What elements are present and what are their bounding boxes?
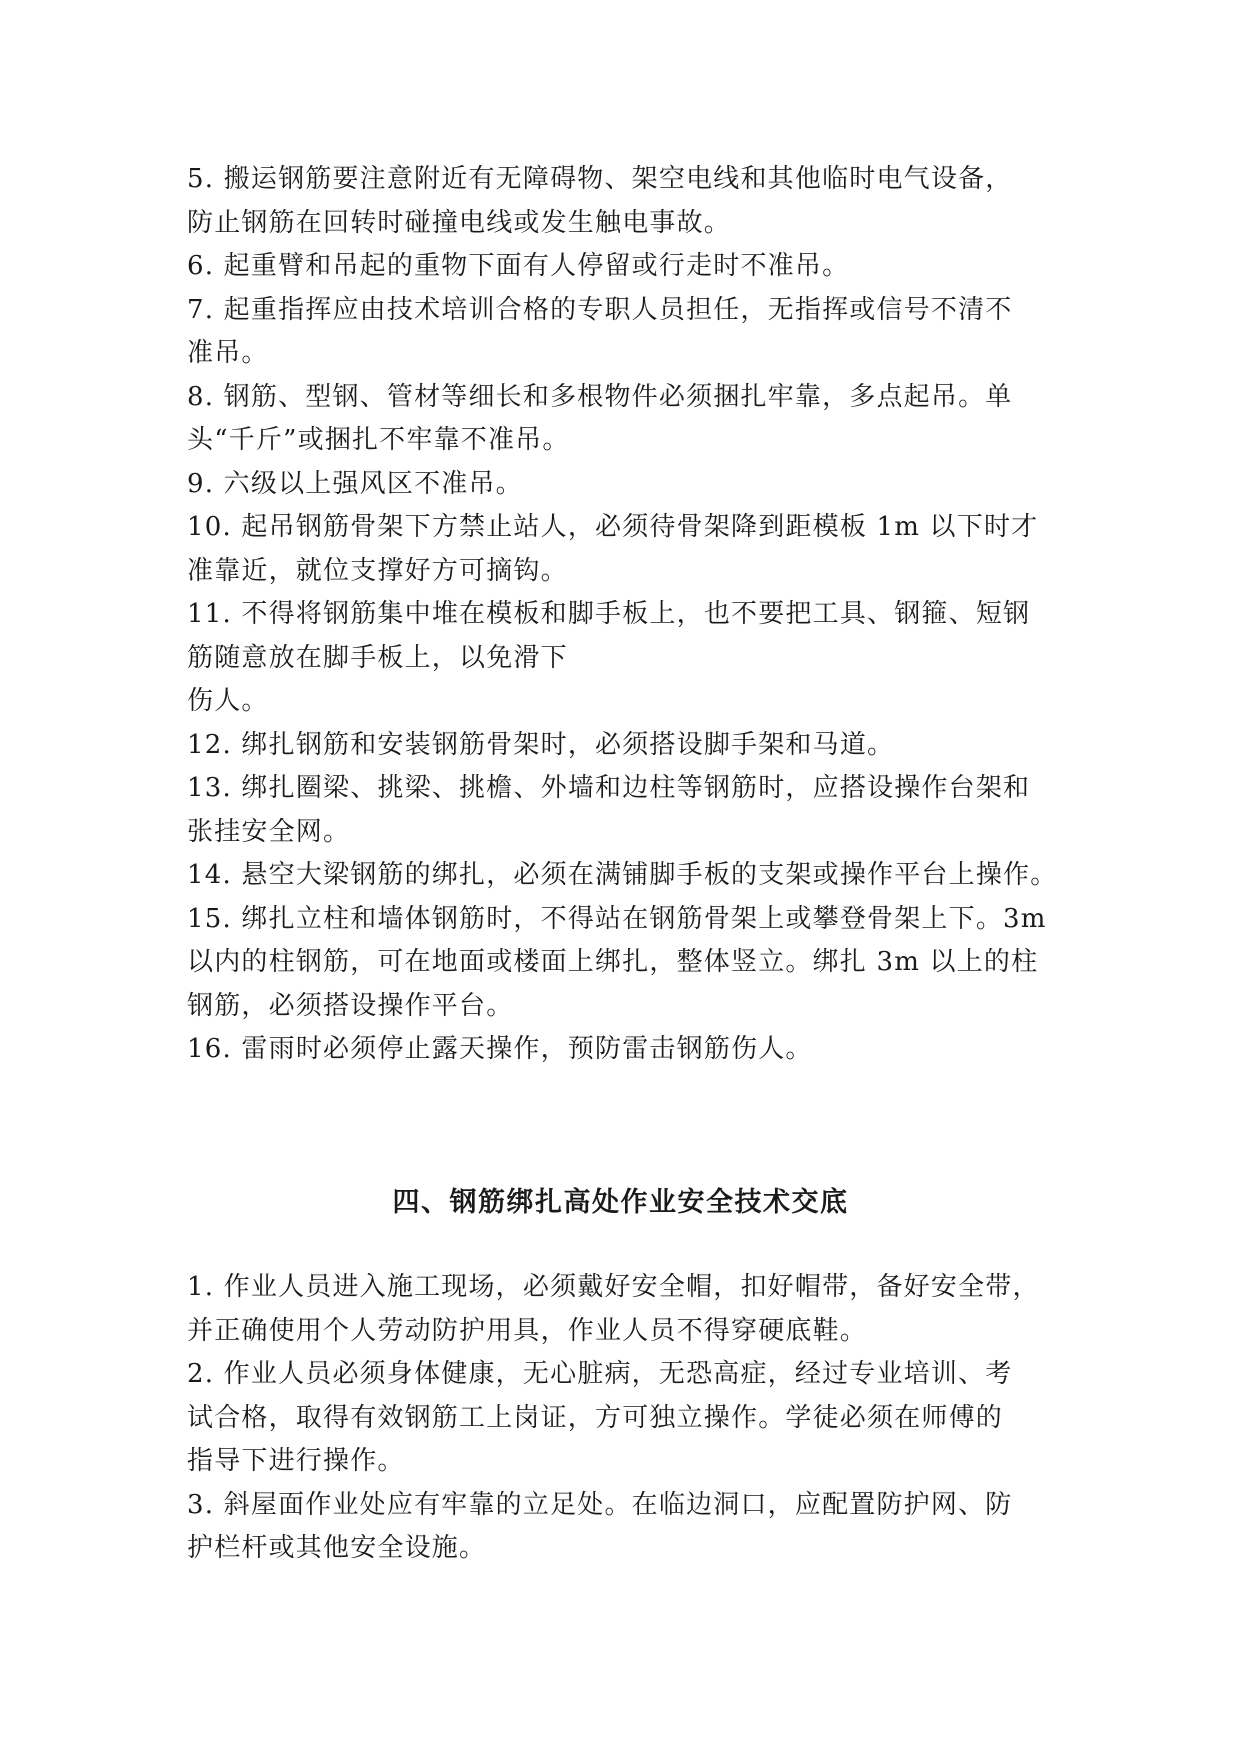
safety-rules-list-bottom: [187, 1266, 1067, 1571]
text-line: 试合格，取得有效钢筋工上岗证，方可独立操作。学徒必须在师傅的: [187, 1402, 1004, 1433]
rule-item-11: [187, 593, 1067, 724]
text-line: 10. 起吊钢筋骨架下方禁止站人，必须待骨架降到距模板 1m 以下时才: [187, 512, 1039, 542]
text-line: 以内的柱钢筋，可在地面或楼面上绑扎，整体竖立。绑扎 3m 以上的柱: [187, 947, 1039, 977]
rule-item-16: [187, 1028, 1067, 1072]
text-line: 准靠近，就位支撑好方可摘钩。: [187, 555, 568, 586]
text-line: 9. 六级以上强风区不准吊。: [187, 468, 523, 499]
text-line: 16. 雷雨时必须停止露天操作，预防雷击钢筋伤人。: [187, 1034, 813, 1064]
rule-item-1: [187, 1266, 1067, 1353]
text-line: 钢筋，必须搭设操作平台。: [187, 990, 514, 1021]
text-line: 6. 起重臂和吊起的重物下面有人停留或行走时不准吊。: [187, 251, 850, 281]
rule-item-9: [187, 463, 1067, 507]
rule-item-13: [187, 767, 1067, 854]
text-line: 13. 绑扎圈梁、挑梁、挑檐、外墙和边柱等钢筋时，应搭设操作台架和: [187, 773, 1031, 803]
rule-item-15: [187, 898, 1067, 1029]
rule-item-5: [187, 158, 1067, 245]
text-line: 筋随意放在脚手板上，以免滑下: [187, 642, 568, 673]
text-line: 防止钢筋在回转时碰撞电线或发生触电事故。: [187, 207, 732, 238]
safety-rules-list-top: [187, 158, 1067, 1072]
text-line: 张挂安全网。: [187, 816, 351, 847]
text-line: 准吊。: [187, 338, 269, 368]
text-line: 8. 钢筋、型钢、管材等细长和多根物件必须捆扎牢靠，多点起吊。单: [187, 381, 1013, 412]
rule-item-2: [187, 1353, 1067, 1484]
text-line: 14. 悬空大梁钢筋的绑扎，必须在满铺脚手板的支架或操作平台上操作。: [187, 860, 1058, 890]
rule-item-3: [187, 1484, 1067, 1571]
rule-item-8: [187, 376, 1067, 463]
text-line: 头“千斤”或捆扎不牢靠不准吊。: [187, 425, 570, 455]
text-line: 12. 绑扎钢筋和安装钢筋骨架时，必须搭设脚手架和马道。: [187, 729, 895, 760]
text-line: 15. 绑扎立柱和墙体钢筋时，不得站在钢筋骨架上或攀登骨架上下。3m: [187, 903, 1047, 934]
text-line: 1. 作业人员进入施工现场，必须戴好安全帽，扣好帽带，备好安全带，: [187, 1272, 1040, 1302]
text-line: 指导下进行操作。: [187, 1446, 405, 1476]
rule-item-6: [187, 245, 1067, 289]
text-line: 护栏杆或其他安全设施。: [187, 1533, 487, 1563]
text-line: 5. 搬运钢筋要注意附近有无障碍物、架空电线和其他临时电气设备，: [187, 164, 1013, 194]
text-line: 伤人。: [187, 686, 269, 716]
rule-item-7: [187, 289, 1067, 376]
text-line: 3. 斜屋面作业处应有牢靠的立足处。在临边洞口，应配置防护网、防: [187, 1489, 1013, 1520]
text-line: 11. 不得将钢筋集中堆在模板和脚手板上，也不要把工具、钢箍、短钢: [187, 599, 1031, 629]
section-heading: 四、钢筋绑扎高处作业安全技术交底: [392, 1187, 849, 1218]
rule-item-12: [187, 724, 1067, 768]
text-line: 2. 作业人员必须身体健康，无心脏病，无恐高症，经过专业培训、考: [187, 1359, 1013, 1389]
text-line: 并正确使用个人劳动防护用具，作业人员不得穿硬底鞋。: [187, 1315, 868, 1346]
text-line: 7. 起重指挥应由技术培训合格的专职人员担任，无指挥或信号不清不: [187, 294, 1013, 325]
rule-item-10: [187, 506, 1067, 593]
rule-item-14: [187, 854, 1067, 898]
